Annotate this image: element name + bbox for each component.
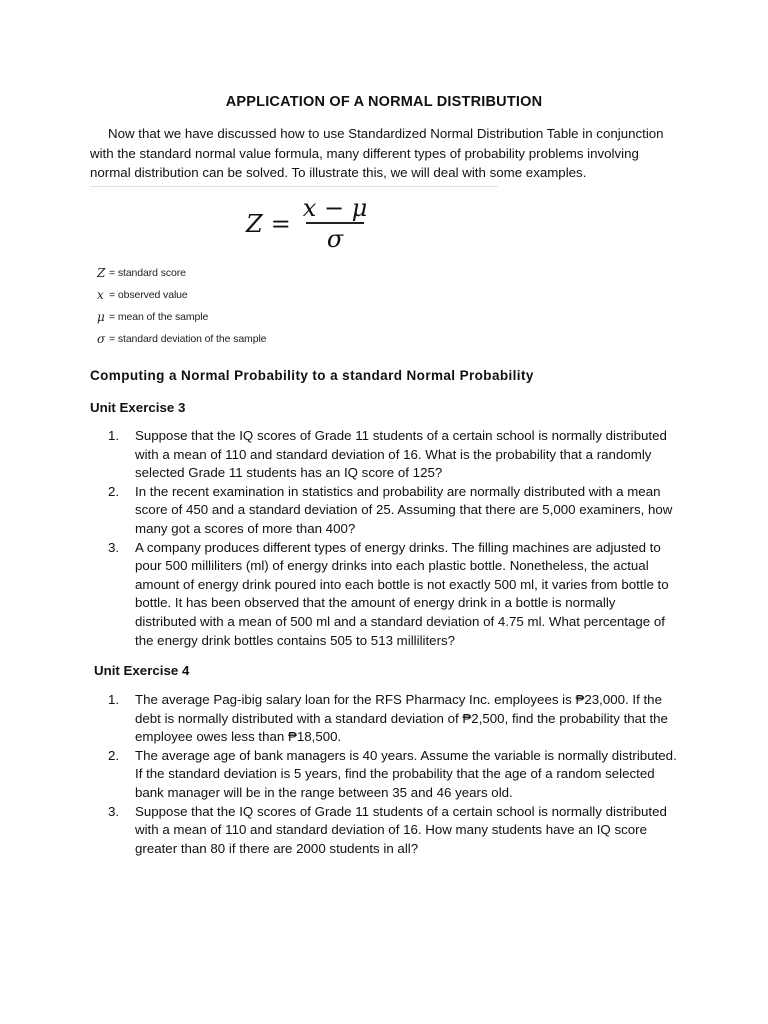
exercise-4-label: Unit Exercise 4 xyxy=(94,663,190,678)
legend-symbol: Z xyxy=(97,266,106,280)
exercise-4-list xyxy=(108,691,678,858)
item-number: 3. xyxy=(108,539,120,555)
legend-item xyxy=(97,328,266,350)
item-number: 2. xyxy=(108,747,120,763)
item-text: The average age of bank managers is 40 years. Assume the variable is normally distributed. If the standard deviation is 5 years, find the probability that the age of a random selected bank manager will be in the range between 35 and 46 years old. xyxy=(135,747,677,800)
exercise-3-list xyxy=(108,427,678,650)
formula-legend xyxy=(97,262,266,350)
legend-item xyxy=(97,306,266,328)
list-item xyxy=(108,427,678,483)
z-score-formula xyxy=(246,194,371,254)
list-item xyxy=(108,747,678,803)
section-heading: Computing a Normal Probability to a standard Normal Probability xyxy=(90,368,534,383)
legend-text: = standard deviation of the sample xyxy=(109,333,267,345)
item-text: Suppose that the IQ scores of Grade 11 students of a certain school is normally distributed with a mean of 110 and standard deviation of 16. How many students have an IQ score greater than 80 if there are 2000 students in all? xyxy=(135,803,667,856)
legend-item xyxy=(97,284,266,306)
formula-fraction xyxy=(299,194,372,253)
legend-text: = mean of the sample xyxy=(109,311,209,323)
exercise-3-label: Unit Exercise 3 xyxy=(90,400,186,415)
item-text: A company produces different types of energy drinks. The filling machines are adjusted to pour 500 milliliters (ml) of energy drinks into each plastic bottle. Nonetheless, the actual amount of energy drink poured into each bottle is not exactly 500 ml, it varies from bottle to bottle. It has been observed that the amount of energy drink in a bottle is normally distributed with a mean of 500 ml and a standard deviation of 4.75 ml. What percentage of the energy drink bottles contains 505 to 513 milliliters? xyxy=(135,539,669,648)
legend-text: = observed value xyxy=(109,289,188,301)
item-number: 2. xyxy=(108,483,120,499)
legend-symbol: σ xyxy=(97,332,106,346)
formula-equals: = xyxy=(270,210,291,238)
horizontal-rule xyxy=(90,186,498,187)
intro-paragraph xyxy=(90,124,680,183)
legend-item xyxy=(97,262,266,284)
item-number: 3. xyxy=(108,803,120,819)
list-item xyxy=(108,483,678,539)
legend-symbol: μ xyxy=(97,310,105,324)
item-number: 1. xyxy=(108,428,120,443)
legend-symbol: x xyxy=(97,288,104,302)
item-number: 1. xyxy=(108,692,120,707)
item-text: Suppose that the IQ scores of Grade 11 students of a certain school is normally distributed with a mean of 110 and standard deviation of 16. What is the probability that a randomly selected Grade 11 students has an IQ score of 125? xyxy=(135,428,667,481)
legend-text: = standard score xyxy=(109,267,186,279)
formula-denominator: σ xyxy=(326,224,344,253)
intro-text: Now that we have discussed how to use Standardized Normal Distribution Table in conjunction with the standard normal value formula, many different types of probability problems involving normal distribution can be solved. To illustrate this, we will deal with some examples. xyxy=(90,126,664,180)
formula-numerator: x − μ xyxy=(302,194,368,223)
list-item xyxy=(108,803,678,859)
item-text: The average Pag-ibig salary loan for the RFS Pharmacy Inc. employees is ₱23,000. If the debt is normally distributed with a standard deviation of ₱2,500, find the probability that the employee owes less than ₱18,500. xyxy=(135,692,668,745)
item-text: In the recent examination in statistics and probability are normally distributed with a mean score of 450 and a standard deviation of 25. Assuming that there are 5,000 examiners, how many got a scores of more than 400? xyxy=(135,483,673,536)
list-item xyxy=(108,539,678,651)
formula-lhs: Z xyxy=(246,210,263,238)
list-item xyxy=(108,691,678,747)
page-title: APPLICATION OF A NORMAL DISTRIBUTION xyxy=(225,94,543,110)
